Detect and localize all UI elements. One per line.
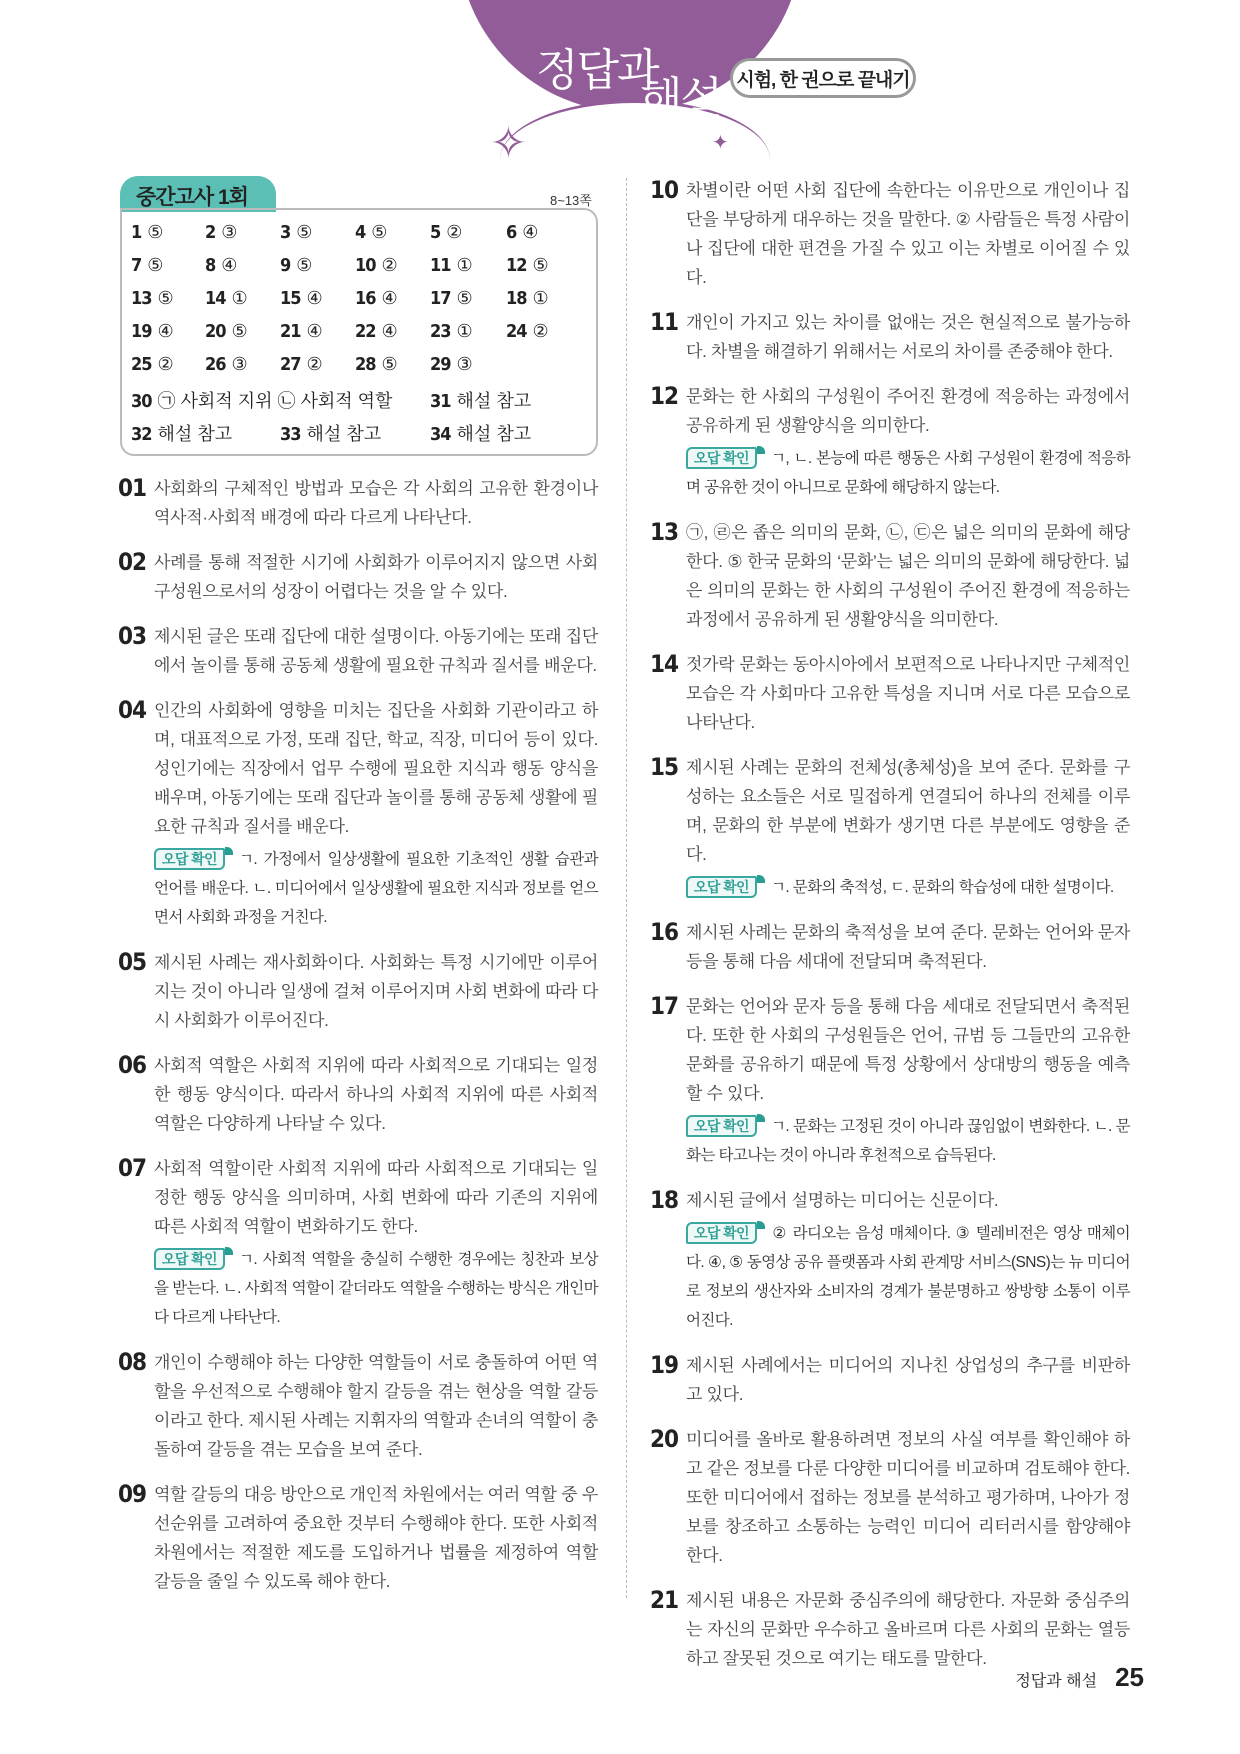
- answer-text: ㉠ 사회적 지위 ㉡ 사회적 역할: [157, 391, 393, 411]
- answer-item: [506, 255, 549, 276]
- answer-number: 16: [355, 288, 376, 309]
- explanation-text: 제시된 사례는 문화의 전체성(총체성)을 보여 준다. 문화를 구성하는 요소들은 서로 밀접하게 연결되어 하나의 전체를 이루며, 문화의 한 부분에 변화가 생기면 다른 부분에도 영향을 준다.: [686, 758, 1130, 864]
- question-number: 16: [650, 918, 679, 946]
- answer-item: [131, 321, 174, 342]
- answer-choice: ④: [306, 288, 323, 308]
- answer-number: 5: [430, 222, 441, 243]
- answer-text: 해설 참고: [456, 391, 532, 411]
- wrong-answer-note: [154, 845, 598, 932]
- answer-item: [205, 321, 248, 342]
- answer-item: [430, 321, 473, 342]
- note-text: ㄱ. 가정에서 일상생활에 필요한 기초적인 생활 습관과 언어를 배운다. ㄴ. 미디어에서 일상생활에 필요한 지식과 정보를 얻으면서 사회화 과정을 거친다.: [154, 851, 598, 926]
- answer-item: [131, 255, 163, 276]
- answer-choice: ④: [522, 222, 539, 242]
- header-title-part1: 정답과: [536, 46, 658, 95]
- footer-label: 정답과 해설: [1015, 1673, 1098, 1690]
- explanation-text: 제시된 사례는 문화의 축적성을 보여 준다. 문화는 언어와 문자 등을 통해 다음 세대에 전달되며 축적된다.: [686, 923, 1130, 971]
- explanation-item: [650, 650, 1130, 737]
- sparkle-small-icon: ✦: [712, 132, 729, 154]
- answer-item: [131, 288, 174, 309]
- answer-item: [131, 387, 392, 413]
- question-number: 09: [118, 1480, 147, 1508]
- page-range: 8~13쪽: [550, 193, 592, 208]
- question-number: 04: [118, 696, 147, 724]
- answer-number: 13: [131, 288, 152, 309]
- explanation-item: [118, 1480, 598, 1596]
- answer-text: 해설 참고: [157, 424, 233, 444]
- question-number: 11: [650, 308, 679, 336]
- explanation-text: 문화는 언어와 문자 등을 통해 다음 세대로 전달되면서 축적된다. 또한 한 사회의 구성원들은 언어, 규범 등 그들만의 고유한 문화를 공유하기 때문에 특정 상황에서 상대방의 행동을 예측할 수 있다.: [686, 997, 1130, 1103]
- answer-item: [205, 288, 248, 309]
- answer-choice: ②: [446, 222, 463, 242]
- explanation-item: [118, 548, 598, 606]
- answer-choice: ⑤: [147, 222, 164, 242]
- explanation-text: 역할 갈등의 대응 방안으로 개인적 차원에서는 여러 역할 중 우선순위를 고려하여 중요한 것부터 수행해야 한다. 또한 사회적 차원에서는 적절한 제도를 도입하거나 법률을 제정하여 역할 갈등을 줄일 수 있도록 해야 한다.: [154, 1485, 598, 1591]
- answer-item: [506, 288, 549, 309]
- answer-number: 20: [205, 321, 226, 342]
- answer-number: 15: [280, 288, 301, 309]
- explanation-item: [650, 308, 1130, 366]
- explanation-text: 사회화의 구체적인 방법과 모습은 각 사회의 고유한 환경이나 역사적·사회적 배경에 따라 다르게 나타난다.: [154, 479, 598, 527]
- answer-number: 31: [430, 391, 451, 412]
- answer-number: 6: [506, 222, 517, 243]
- answer-item: [430, 354, 473, 375]
- footer: [1015, 1662, 1144, 1693]
- explanation-text: ㉠, ㉣은 좁은 의미의 문화, ㉡, ㉢은 넓은 의미의 문화에 해당한다. ⑤ 한국 문화의 ‘문화’는 넓은 의미의 문화에 해당한다. 넓은 의미의 문화는 한 사회의 구성원이 주어진 환경에 적응하는 과정에서 공유하게 된 생활양식을 의미한다.: [686, 523, 1130, 629]
- answer-number: 28: [355, 354, 376, 375]
- explanation-text: 제시된 글에서 설명하는 미디어는 신문이다.: [686, 1191, 999, 1210]
- question-number: 05: [118, 948, 147, 976]
- answer-item: [205, 255, 237, 276]
- answer-choice: ②: [381, 255, 398, 275]
- note-text: ㄱ. 사회적 역할을 충실히 수행한 경우에는 칭찬과 보상을 받는다. ㄴ. 사회적 역할이 같더라도 역할을 수행하는 방식은 개인마다 다르게 나타난다.: [154, 1251, 598, 1326]
- note-text: ㄱ. 문화의 축적성, ㄷ. 문화의 학습성에 대한 설명이다.: [771, 879, 1114, 896]
- answer-number: 7: [131, 255, 142, 276]
- explanation-text: 개인이 가지고 있는 차이를 없애는 것은 현실적으로 불가능하다. 차별을 해결하기 위해서는 서로의 차이를 존중해야 한다.: [686, 313, 1130, 361]
- answer-number: 11: [430, 255, 451, 276]
- question-number: 08: [118, 1348, 147, 1376]
- question-number: 17: [650, 992, 679, 1020]
- answer-number: 29: [430, 354, 451, 375]
- explanation-item: [118, 622, 598, 680]
- question-number: 20: [650, 1425, 679, 1453]
- wrong-answer-note: [686, 444, 1130, 502]
- answer-number: 1: [131, 222, 142, 243]
- header-arc: [500, 100, 770, 160]
- answer-number: 24: [506, 321, 527, 342]
- explanation-item: [650, 1425, 1130, 1570]
- wrong-answer-tag: 오답 확인: [686, 447, 757, 469]
- note-text: ② 라디오는 음성 매체이다. ③ 텔레비전은 영상 매체이다. ④, ⑤ 동영상 공유 플랫폼과 사회 관계망 서비스(SNS)는 뉴 미디어로 정보의 생산자와 소비자의 경계가 불분명하고 쌍방향 소통이 이루어진다.: [686, 1225, 1130, 1329]
- answer-choice: ④: [306, 321, 323, 341]
- explanation-item: [118, 474, 598, 532]
- answer-item: [131, 222, 163, 243]
- explanation-item: [118, 1154, 598, 1332]
- wrong-answer-tag: 오답 확인: [154, 848, 225, 870]
- answer-number: 33: [280, 424, 301, 445]
- answer-choice: ⑤: [532, 255, 549, 275]
- explanation-item: [650, 918, 1130, 976]
- answer-choice: ①: [532, 288, 549, 308]
- explanation-text: 제시된 사례에서는 미디어의 지나친 상업성의 추구를 비판하고 있다.: [686, 1356, 1130, 1404]
- question-number: 18: [650, 1186, 679, 1214]
- answer-number: 30: [131, 391, 152, 412]
- explanation-text: 미디어를 올바로 활용하려면 정보의 사실 여부를 확인해야 하고 같은 정보를 다룬 다양한 미디어를 비교하며 검토해야 한다. 또한 미디어에서 접하는 정보를 분석하고 평가하며, 나아가 정보를 창조하고 소통하는 능력인 미디어 리터러시를 함양해야 한다.: [686, 1430, 1130, 1565]
- question-number: 10: [650, 176, 679, 204]
- question-number: 14: [650, 650, 679, 678]
- answer-choice: ④: [381, 288, 398, 308]
- explanation-item: [650, 176, 1130, 292]
- answer-item: [205, 354, 248, 375]
- answer-number: 8: [205, 255, 216, 276]
- answer-item: [280, 288, 323, 309]
- answer-choice: ②: [532, 321, 549, 341]
- answer-item: [280, 222, 312, 243]
- explanation-text: 제시된 내용은 자문화 중심주의에 해당한다. 자문화 중심주의는 자신의 문화만 우수하고 올바르며 다른 사회의 문화는 열등하고 잘못된 것으로 여기는 태도를 말한다.: [686, 1591, 1130, 1668]
- question-number: 02: [118, 548, 147, 576]
- answer-item: [205, 222, 237, 243]
- explanation-item: [650, 753, 1130, 902]
- exam-tab: 중간고사 1회: [120, 176, 276, 212]
- wrong-answer-tag: 오답 확인: [686, 876, 757, 898]
- answer-number: 10: [355, 255, 376, 276]
- explanation-text: 개인이 수행해야 하는 다양한 역할들이 서로 충돌하여 어떤 역할을 우선적으로 수행해야 할지 갈등을 겪는 현상을 역할 갈등이라고 한다. 제시된 사례는 지휘자의 역할과 손녀의 역할이 충돌하여 갈등을 겪는 모습을 보여 준다.: [154, 1353, 598, 1459]
- question-number: 15: [650, 753, 679, 781]
- left-column: [118, 474, 598, 1612]
- explanation-item: [118, 1051, 598, 1138]
- question-number: 21: [650, 1586, 679, 1614]
- answer-number: 9: [280, 255, 291, 276]
- answer-item: [430, 288, 473, 309]
- answer-item: [280, 321, 323, 342]
- explanation-text: 차별이란 어떤 사회 집단에 속한다는 이유만으로 개인이나 집단을 부당하게 대우하는 것을 말한다. ② 사람들은 특정 사람이나 집단에 대한 편견을 가질 수 있고 이는 차별로 이어질 수 있다.: [686, 181, 1130, 287]
- answer-item: [280, 255, 312, 276]
- sparkle-icon: ✧: [490, 119, 527, 168]
- answer-number: 3: [280, 222, 291, 243]
- answer-item: [355, 354, 398, 375]
- wrong-answer-tag: 오답 확인: [686, 1222, 757, 1244]
- answer-number: 18: [506, 288, 527, 309]
- answer-number: 34: [430, 424, 451, 445]
- answer-item: [506, 321, 549, 342]
- question-number: 13: [650, 518, 679, 546]
- answer-choice: ②: [306, 354, 323, 374]
- header-title-part2: 해설: [640, 74, 722, 123]
- note-text: ㄱ, ㄴ. 본능에 따른 행동은 사회 구성원이 환경에 적응하며 공유한 것이 아니므로 문화에 해당하지 않는다.: [686, 450, 1130, 496]
- answer-item: [280, 354, 323, 375]
- answer-choice: ①: [456, 321, 473, 341]
- explanation-text: 인간의 사회화에 영향을 미치는 집단을 사회화 기관이라고 하며, 대표적으로 가정, 또래 집단, 학교, 직장, 미디어 등이 있다. 성인기에는 직장에서 업무 수행에 필요한 지식과 행동 양식을 배우며, 아동기에는 또래 집단과 놀이를 통해 공동체 생활에 필요한 규칙과 질서를 배운다.: [154, 701, 598, 836]
- answer-choice: ③: [221, 222, 238, 242]
- answer-item: [355, 255, 398, 276]
- wrong-answer-note: [154, 1245, 598, 1332]
- answer-text: 해설 참고: [456, 424, 532, 444]
- explanation-text: 사회적 역할은 사회적 지위에 따라 사회적으로 기대되는 일정한 행동 양식이다. 따라서 하나의 사회적 지위에 따른 사회적 역할은 다양하게 나타날 수 있다.: [154, 1056, 598, 1133]
- answer-number: 4: [355, 222, 366, 243]
- answer-number: 25: [131, 354, 152, 375]
- explanation-text: 문화는 한 사회의 구성원이 주어진 환경에 적응하는 과정에서 공유하게 된 생활양식을 의미한다.: [686, 387, 1130, 435]
- answer-item: [430, 387, 531, 413]
- answer-number: 23: [430, 321, 451, 342]
- explanation-item: [118, 1348, 598, 1464]
- answer-choice: ④: [157, 321, 174, 341]
- answer-choice: ②: [157, 354, 174, 374]
- question-number: 07: [118, 1154, 147, 1182]
- answer-text: 해설 참고: [306, 424, 382, 444]
- explanation-text: 사회적 역할이란 사회적 지위에 따라 사회적으로 기대되는 일정한 행동 양식을 의미하며, 사회 변화에 따라 기존의 지위에 따른 사회적 역할이 변화하기도 한다.: [154, 1159, 598, 1236]
- header-badge: 시험, 한 권으로 끝내기: [730, 58, 916, 98]
- wrong-answer-tag: 오답 확인: [686, 1115, 757, 1137]
- explanation-item: [650, 382, 1130, 502]
- answer-choice: ⑤: [456, 288, 473, 308]
- answer-item: [355, 222, 387, 243]
- explanation-item: [650, 1186, 1130, 1335]
- answer-number: 32: [131, 424, 152, 445]
- answer-number: 17: [430, 288, 451, 309]
- answer-number: 21: [280, 321, 301, 342]
- answer-number: 26: [205, 354, 226, 375]
- answer-item: [131, 354, 174, 375]
- right-column: [650, 176, 1130, 1689]
- explanation-text: 제시된 사례는 재사회화이다. 사회화는 특정 시기에만 이루어지는 것이 아니라 일생에 걸쳐 이루어지며 사회 변화에 따라 다시 사회화가 이루어진다.: [154, 953, 598, 1030]
- answer-choice: ⑤: [231, 321, 248, 341]
- answer-choice: ⑤: [296, 222, 313, 242]
- answer-item: [506, 222, 538, 243]
- answer-choice: ④: [381, 321, 398, 341]
- answer-choice: ③: [456, 354, 473, 374]
- page-number: 25: [1115, 1662, 1144, 1692]
- column-divider: [626, 178, 627, 1598]
- answer-choice: ⑤: [147, 255, 164, 275]
- answer-item: [430, 222, 462, 243]
- answer-number: 19: [131, 321, 152, 342]
- answer-choice: ④: [221, 255, 238, 275]
- wrong-answer-tag: 오답 확인: [154, 1248, 225, 1270]
- explanation-text: 사례를 통해 적절한 시기에 사회화가 이루어지지 않으면 사회 구성원으로서의 성장이 어렵다는 것을 알 수 있다.: [154, 553, 598, 601]
- question-number: 19: [650, 1351, 679, 1379]
- explanation-item: [118, 948, 598, 1035]
- answer-item: [355, 288, 398, 309]
- explanation-text: 젓가락 문화는 동아시아에서 보편적으로 나타나지만 구체적인 모습은 각 사회마다 고유한 특성을 지니며 서로 다른 모습으로 나타난다.: [686, 655, 1130, 732]
- answer-item: [430, 255, 473, 276]
- question-number: 03: [118, 622, 147, 650]
- answer-choice: ⑤: [381, 354, 398, 374]
- answer-choice: ⑤: [371, 222, 388, 242]
- question-number: 12: [650, 382, 679, 410]
- answer-item: [280, 420, 381, 446]
- answer-item: [355, 321, 398, 342]
- explanation-item: [650, 518, 1130, 634]
- wrong-answer-note: [686, 1219, 1130, 1335]
- question-number: 06: [118, 1051, 147, 1079]
- note-text: ㄱ. 문화는 고정된 것이 아니라 끊임없이 변화한다. ㄴ. 문화는 타고나는 것이 아니라 후천적으로 습득된다.: [686, 1118, 1130, 1164]
- explanation-item: [650, 1586, 1130, 1673]
- answer-choice: ⑤: [296, 255, 313, 275]
- wrong-answer-note: [686, 1112, 1130, 1170]
- answer-choice: ①: [456, 255, 473, 275]
- answer-number: 2: [205, 222, 216, 243]
- answer-number: 27: [280, 354, 301, 375]
- explanation-text: 제시된 글은 또래 집단에 대한 설명이다. 아동기에는 또래 집단에서 놀이를 통해 공동체 생활에 필요한 규칙과 질서를 배운다.: [154, 627, 598, 675]
- explanation-item: [118, 696, 598, 932]
- answer-item: [430, 420, 531, 446]
- answer-item: [131, 420, 232, 446]
- answer-number: 12: [506, 255, 527, 276]
- answer-choice: ⑤: [157, 288, 174, 308]
- answer-choice: ①: [231, 288, 248, 308]
- answer-choice: ③: [231, 354, 248, 374]
- question-number: 01: [118, 474, 147, 502]
- answer-number: 14: [205, 288, 226, 309]
- wrong-answer-note: [686, 873, 1130, 902]
- explanation-item: [650, 1351, 1130, 1409]
- answer-number: 22: [355, 321, 376, 342]
- explanation-item: [650, 992, 1130, 1170]
